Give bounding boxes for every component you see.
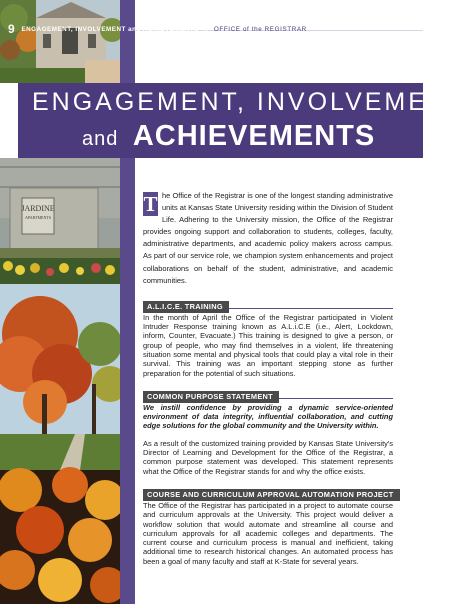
header-section-right: ACHIEVEMENTS bbox=[142, 26, 199, 33]
section-heading-label: COURSE AND CURRICULUM APPROVAL AUTOMATION PROJECT bbox=[143, 489, 400, 501]
section-heading-common-purpose bbox=[143, 386, 393, 399]
section-heading-label: COMMON PURPOSE STATEMENT bbox=[143, 391, 279, 403]
running-header bbox=[8, 22, 423, 36]
header-office: OFFICE of the REGISTRAR bbox=[213, 26, 307, 33]
autumn-leaves-photo bbox=[0, 470, 120, 604]
purpose-paragraph: As a result of the customized training provided by Kansas State University's Director of Learning and Development for the Office of the Registrar, a common purpose statement was developed. This statement represents what the Office of the Registrar stands for and why the office exists. bbox=[143, 438, 393, 476]
page-title-and: and bbox=[82, 128, 119, 150]
intro-paragraph bbox=[143, 190, 393, 287]
automation-paragraph: The Office of the Registrar has participated in a project to automate course and curriculum approvals at the University. This project would deliver a workflow solution that would automate and streamline all course and curriculum approvals for all academic colleges and departments. The current course and curriculum process is manual and inefficient, taking additional time to research historical changes. An automated process has been a goal of many faculty and staff at K-State for several years. bbox=[143, 500, 393, 566]
purpose-statement: We instill confidence by providing a dynamic service-oriented environment of data integrity, influential collaboration, and cutting edge solutions for the global community and the University within. bbox=[143, 402, 393, 431]
section-heading-alice-training bbox=[143, 296, 393, 309]
header-section-and: and bbox=[128, 26, 141, 33]
autumn-trees-photo bbox=[0, 284, 120, 470]
drop-cap: T bbox=[143, 192, 158, 216]
header-section-left: ENGAGEMENT, INVOLVEMENT bbox=[21, 26, 126, 33]
section-heading-label: A.L.I.C.E. TRAINING bbox=[143, 301, 229, 313]
jardine-sign-photo bbox=[0, 158, 120, 284]
article-body bbox=[143, 190, 393, 574]
page-title-achievements: ACHIEVEMENTS bbox=[132, 120, 376, 152]
sign-text-jardine: JARDINE bbox=[21, 204, 55, 213]
intro-text: he Office of the Registrar is one of the longest standing administrative units at Kansas State University residing within the Division of Student Life. Adhering to the University mission, the Office of the Registrar provides ongoing support and collaboration to students, colleges, faculty, administrative departments, and academic policy makers across campus. As part of our service role, we champion system enhancements and project collaborations on behalf of the student, administrative, and academic communities. bbox=[143, 191, 393, 285]
section-heading-automation-project bbox=[143, 484, 393, 497]
page-title-line1: ENGAGEMENT, INVOLVEMENT bbox=[32, 88, 467, 116]
page-title-line2 bbox=[82, 120, 412, 153]
title-banner bbox=[18, 83, 467, 158]
header-separator: // bbox=[204, 26, 209, 33]
sign-text-apartments: APARTMENTS bbox=[24, 215, 52, 220]
chapel-photo bbox=[0, 0, 120, 83]
page-number: 9 bbox=[8, 22, 16, 36]
alice-paragraph: In the month of April the Office of the Registrar participated in Violent Intruder Response training known as A.L.i.C.E (i.e., Alert, Lockdown, inform, Counter, Evacuate.) This training is designed to give a person, or group of people, who may find themselves in a violent, life threatening situation some mental and physical tools that could play a vital role in their survival. This training was an important stepping stone as further preparation for the potential of such situations. bbox=[143, 312, 393, 378]
